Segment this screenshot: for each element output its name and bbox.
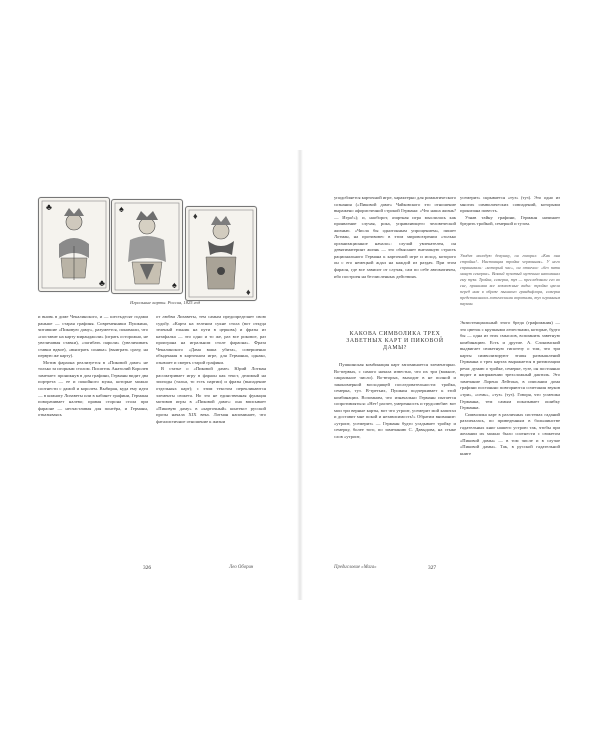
left-page-number: 326: [143, 565, 152, 571]
right-page-column-1-bottom: [334, 362, 456, 441]
left-page-column-1: [38, 314, 148, 419]
paragraph: Экзистенциальный этого бреда (графомания) — это цветок с крупными лепестками, которые, будто бы — одна из этих смыслов, вспомнить заветную комбинацию. Есть и другие. А. Слонимский выдвигает сюжетную гипотезу о том, что три карты символизируют этапы размышлений Германна о трех картах выражается в ритмизации речи: думаю о тройке, семерке, тузе, он постоянно видит и напряжении трехсложный дактиль. Это замечание Лорена Лейтона, в описании дома графини постоянно повторяются сочетания звуков «три», «семь», «туз» (туз). Говоря, что усмешка Германна, тем самым показывает ошибку Германна.: [460, 320, 560, 411]
right-page-column-2-bottom: [460, 320, 560, 457]
figure-caption: Игральные карты. Россия, 1825 год: [130, 300, 201, 305]
paragraph: В статье о «Пиковой даме» Юрий Лотман рассматривает игру в фараон как текст, делимый на эпизоды (тальи, то есть партии) и фразы (выпадение отдельных карт); с этим текстом перекликаются элементы сюжета. Но это не единственная функция мотивов игры в «Пиковой даме»: она вписывает «Пиковую даму» в «карточный» контекст русской прозы начала XIX века. Лотман напоминает, что фаталистичное отношение к жизни: [156, 366, 266, 424]
king-of-diamonds-card: [185, 206, 257, 301]
book-gutter: [297, 150, 303, 600]
svg-text:♦: ♦: [193, 211, 198, 221]
section-title: КАКОВА СИМВОЛИКА ТРЕХ ЗАВЕТНЫХ КАРТ И ПИКОВОЙ ДАМЫ?: [346, 331, 444, 352]
svg-text:♣: ♣: [99, 278, 105, 288]
paragraph: Символика карт в различных системах гаданий различалась, по приведенным в большинстве гадательных книг нашего устрою так, чтобы при желании их можно было соотнести с сюжетом «Пиковой дамы» — в том числе и в случае «Пиковой дамы». Так, в русской гадательной книге: [460, 411, 560, 456]
paragraph: Мотив фараона реализуется в «Пиковой даме» не только за игорным столом. Писатель Анатолий Королев замечает: проникнув в дом графини, Германн видит два портрета — ее и покойного мужа, которые можно соотнести с дамой и королем. Выбирая, куда ему идти — в комнату Лизаветы или в кабинет графини, Германн поворачивает налево; правая сторона стола при фараоне — несчастливая для понтёра, и Германн, отказываясь: [38, 359, 148, 418]
paragraph: от любви Лизаветы, тем самым предопределяет свою судьбу. «Карта на зеленом сукне стола (вот откуда зеленый ельник на пути в церковь) и фразы из катафалка — это одно и то же, раз все роковое, раз проиграна на игральном столе фараона». Фраза Чекалинского «Дама ваша убита», совершенно обыденная в карточном игре, для Германна, однако, означает и смерть старой графини.: [156, 314, 266, 365]
quoted-sidenote: Увидев молодую девушку, он говорил: «Как она стройна!.. Настоящая тройка червонная». У него спрашивали: «который час», он отвечал: «без пяти минут семерка». Всякий пузатый мужчина напоминал ему туза. Тройка, семерка, туз — преследовали его во сне, принимая все возможные виды: тройка цвела перед ним в образе пышного грандифлора, семерка представлялась готическими воротами, туз огромным пауком.: [460, 253, 560, 306]
svg-text:♦: ♦: [246, 287, 251, 297]
right-page-number: 327: [428, 565, 437, 571]
playing-cards-figure: [38, 197, 266, 297]
paragraph: уподобляется карточной игре, характерно для романтического сознания («Пиковой даме» Чайковского это отношение выражено афористичной строкой Германа: «Что наша жизнь? — Игра!»); и, наоборот, азартная игра мыслилась как проявление случая, рока, управляющего человеческой жизнью. «Числа бы однотонным упрощением», пишет Лотман, на противовес в этом мировоззрении «только организационное начало»: случай увлекателен, он девятиматеринт жизнь — это объясняет внезапную страсть рационального Германа к карточной игре и исход, которого он с его немецкой ждал на каждой из раздач. При этом фараон, где все зависит от случая, сам по себе автоматичен, ибо построен на бесчисленных действиях.: [334, 195, 456, 279]
svg-text:♠: ♠: [172, 280, 177, 290]
paragraph: Узнав тайну графини, Германн начинает бредить тройкой, семеркой и тузом.: [460, 214, 560, 227]
king-of-clubs-card: [38, 197, 110, 292]
paragraph: и вновь в доме Чекалинского, и — шестьдесят годами раньше — старая графиня. Современники Пушкина, читавшие «Пиковую даму», разумеется, понимали, что «поставит на карту миранджоли» (играть осторожно, не увеличивая ставки), «загибать пароли» (увеличивать ставки вдвое), «выиграть соника» (выиграть сразу, на первую же карту).: [38, 314, 148, 359]
svg-text:♣: ♣: [46, 202, 52, 212]
svg-text:♠: ♠: [119, 204, 124, 214]
right-running-head: Предисловие «Мага»: [334, 565, 377, 570]
paragraph: усемерит» скрывается «туз» (туз). Это одно из многих символических совпадений, которыми пронизана повесть.: [460, 195, 560, 214]
left-page-column-2: [156, 314, 266, 425]
right-page-column-1-top: [334, 195, 456, 280]
king-of-spades-card: [111, 199, 183, 294]
right-page-column-2-top: [460, 195, 560, 228]
left-running-head: Лео Оборин: [229, 565, 254, 570]
paragraph: Пушкинская комбинация карт запоминается элементарно. Во-первых, с самого начала известно, что их три (важное, сакральное число). Во-вторых, выходит в не полной и закономерной восходящей последовательности: тройка, семерка, туз. В-третьих, Пушкин подчеркивает к этой комбинации. Вспомним, что изначально Германн пытается сопротивляться: «Нет! расчет, умеренность и трудолюбие: вот мои три верные карты, вот что утроит, усемерит мой капитал и доставит мне покой и независимость!» Обратим внимание: «утроит, усемерит» — Германн будто угадывает тройку и семерку, более того, по замечанию С. Давыдова, на стыке слов «утроит,: [334, 362, 456, 440]
